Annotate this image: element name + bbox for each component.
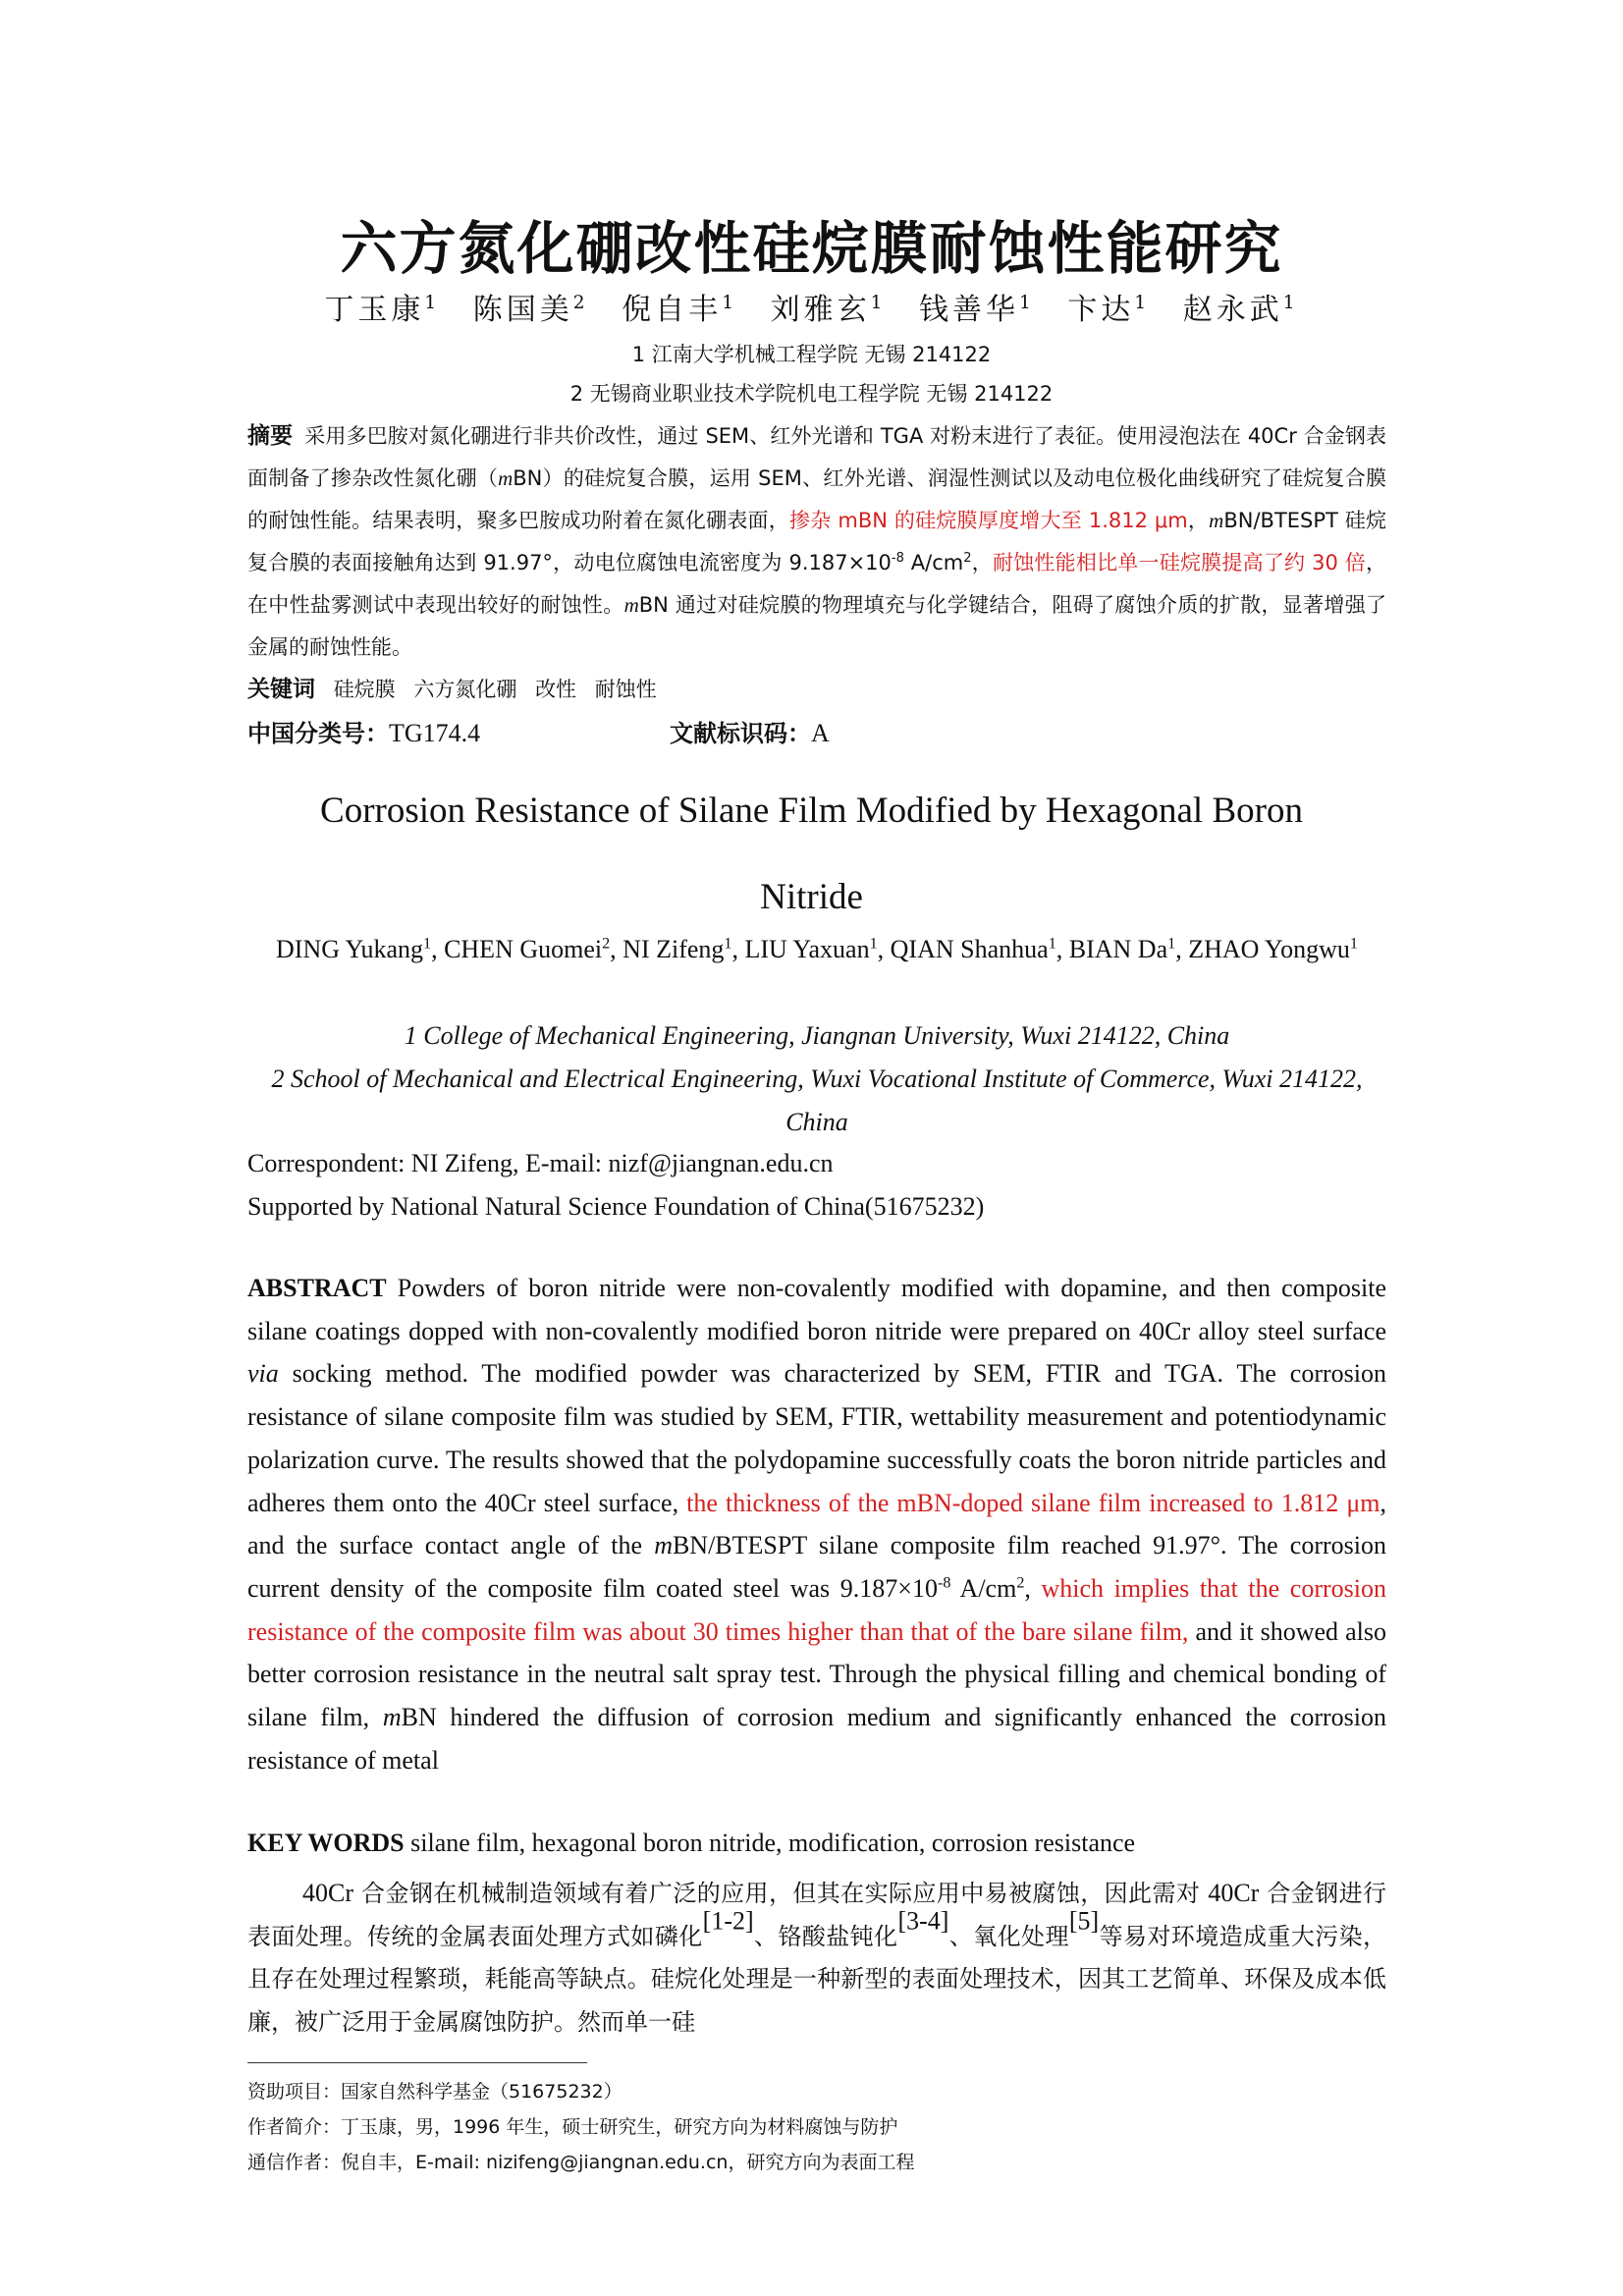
abstract-cn-label: 摘要: [247, 423, 294, 449]
abstract-en-label: ABSTRACT: [247, 1274, 387, 1302]
affiliation-cn-2: 2 无锡商业职业技术学院机电工程学院 无锡 214122: [569, 382, 1054, 406]
title-en-line2: Nitride: [760, 877, 863, 917]
author-cn: 钱善华$^1$: [918, 292, 1035, 327]
citation: [1-2]: [702, 1905, 754, 1935]
doc-label: 文献标识码：: [670, 720, 811, 747]
keywords-en-value: silane film, hexagonal boron nitride, modification, corrosion resistance: [404, 1829, 1136, 1857]
keywords-en: [247, 1829, 1386, 1858]
author-cn: 刘雅玄$^1$: [770, 292, 887, 327]
author-cn: 陈国美$^2$: [472, 292, 589, 327]
clc-value: TG174.4: [389, 719, 481, 747]
author-en: QIAN Shanhua: [890, 935, 1049, 963]
title-en-line1: Corrosion Resistance of Silane Film Modified by Hexagonal Boron: [320, 791, 1303, 831]
footnote-author-bio: 作者简介：丁玉康，男，1996 年生，硕士研究生，研究方向为材料腐蚀与防护: [247, 2116, 898, 2138]
document-code: [670, 714, 830, 748]
footnote-correspondent: 通信作者：倪自丰，E-mail: nizifeng@jiangnan.edu.cn，研究方向为表面工程: [247, 2152, 915, 2173]
keyword-cn: 耐蚀性: [594, 678, 657, 701]
highlight-resistance-cn: 耐蚀性能相比单一硅烷膜提高了约 30 倍: [992, 551, 1367, 574]
highlight-resistance-en: which implies that the corrosion resistance of the composite film was about 30 times higher than that of the bare silane film,: [247, 1573, 1387, 1646]
authors-cn: [0, 285, 1623, 328]
affiliation-en-1: 1 College of Mechanical Engineering, Jiangnan University, Wuxi 214122, China: [404, 1021, 1230, 1050]
citation: [3-4]: [897, 1905, 949, 1935]
author-en: LIU Yaxuan: [744, 935, 870, 963]
keyword-cn: 六方氮化硼: [413, 678, 517, 701]
clc-label: 中国分类号：: [247, 720, 389, 747]
correspondent: Correspondent: NI Zifeng, E-mail: nizf@jiangnan.edu.cn: [247, 1149, 834, 1177]
body-introduction: 40Cr 合金钢在机械制造领域有着广泛的应用，但其在实际应用中易被腐蚀，因此需对 40Cr 合金钢进行表面处理。传统的金属表面处理方式如磷化[1-2]、铬酸盐钝化[3-4]、氧化处理[5]等易对环境造成重大污染，且存在处理过程繁琐，耗能高等缺点。硅烷化处理是一种新型的表面处理技术，因其工艺简单、环保及成本低廉，被广泛用于金属腐蚀防护。然而单一硅: [247, 1879, 1387, 2036]
keyword-cn: 硅烷膜: [333, 678, 396, 701]
abstract-en: ABSTRACT Powders of boron nitride were non-covalently modified with dopamine, and then composite silane coatings dopped with non-covalently modified boron nitride were prepared on 40Cr alloy steel surface via socking method. The modified powder was characterized by SEM, FTIR and TGA. The corrosion resistance of silane composite film was studied by SEM, FTIR, wettability measurement and potentiodynamic polarization curve. The results showed that the polydopamine successfully coats the boron nitride particles and adheres them onto the 40Cr steel surface, the thickness of the mBN-doped silane film increased to 1.812 μm, and the surface contact angle of the mBN/BTESPT silane composite film reached 91.97°. The corrosion current density of the composite film coated steel was $9.187\times 10^{-8}$ $A/cm^2$, which implies that the corrosion resistance of the composite film was about 30 times higher than that of the bare silane film, and it showed also better corrosion resistance in the neutral salt spray test. Through the physical filling and chemical bonding of silane film, mBN hindered the diffusion of corrosion medium and significantly enhanced the corrosion resistance of metal: [247, 1274, 1387, 1775]
author-en: ZHAO Yongwu: [1188, 935, 1350, 963]
author-en: NI Zifeng: [622, 935, 725, 963]
footnote-funding: 资助项目：国家自然科学基金（51675232）: [247, 2081, 622, 2103]
title-en: [0, 768, 1623, 941]
citation: [5]: [1068, 1905, 1100, 1935]
highlight-thickness-en: the thickness of the mBN-doped silane film increased to 1.812 μm: [686, 1488, 1380, 1517]
classification-line: [247, 714, 1386, 748]
keywords-en-label: KEY WORDS: [247, 1829, 405, 1857]
author-en: BIAN Da: [1068, 935, 1168, 963]
authors-en: DING Yukang$^1$, CHEN Guomei$^2$, NI Zifeng$^1$, LIU Yaxuan$^1$, QIAN Shanhua$^1$, BIAN Da$^1$, ZHAO Yongwu$^1$: [276, 935, 1358, 963]
footnote-divider: [247, 2062, 587, 2063]
keywords-cn: [247, 671, 1386, 703]
author-en: CHEN Guomei: [444, 935, 603, 963]
affiliation-cn-1: 1 江南大学机械工程学院 无锡 214122: [631, 343, 992, 366]
affiliation-en-2: 2 School of Mechanical and Electrical Engineering, Wuxi Vocational Institute of Commerce, Wuxi 214122, China: [271, 1065, 1363, 1136]
doc-value: A: [811, 719, 830, 747]
title-cn: 六方氮化硼改性硅烷膜耐蚀性能研究: [340, 215, 1283, 282]
author-en: DING Yukang: [276, 935, 423, 963]
supported-by: Supported by National Natural Science Foundation of China(51675232): [247, 1192, 985, 1221]
highlight-thickness-cn: 掺杂 mBN 的硅烷膜厚度增大至 1.812 μm: [789, 509, 1188, 532]
abstract-cn: 摘要 采用多巴胺对氮化硼进行非共价改性，通过 SEM、红外光谱和 TGA 对粉末进行了表征。使用浸泡法在 40Cr 合金钢表面制备了掺杂改性氮化硼（mBN）的硅烷复合膜，运用 SEM、红外光谱、润湿性测试以及动电位极化曲线研究了硅烷复合膜的耐蚀性能。结果表明，聚多巴胺成功附着在氮化硼表面，掺杂 mBN 的硅烷膜厚度增大至 1.812 μm，mBN/BTESPT 硅烷复合膜的表面接触角达到 91.97°，动电位腐蚀电流密度为 $9.187\times 10^{-8}$ $A/cm^2$，耐蚀性能相比单一硅烷膜提高了约 30 倍，在中性盐雾测试中表现出较好的耐蚀性。mBN 通过对硅烷膜的物理填充与化学键结合，阻碍了腐蚀介质的扩散，显著增强了金属的耐蚀性能。: [247, 423, 1387, 659]
author-cn: 赵永武$^1$: [1182, 292, 1299, 327]
author-cn: 丁玉康$^1$: [324, 292, 441, 327]
author-cn: 卞达$^1$: [1067, 292, 1151, 327]
keywords-cn-label: 关键词: [247, 677, 315, 702]
keyword-cn: 改性: [535, 678, 577, 701]
author-cn: 倪自丰$^1$: [622, 292, 738, 327]
